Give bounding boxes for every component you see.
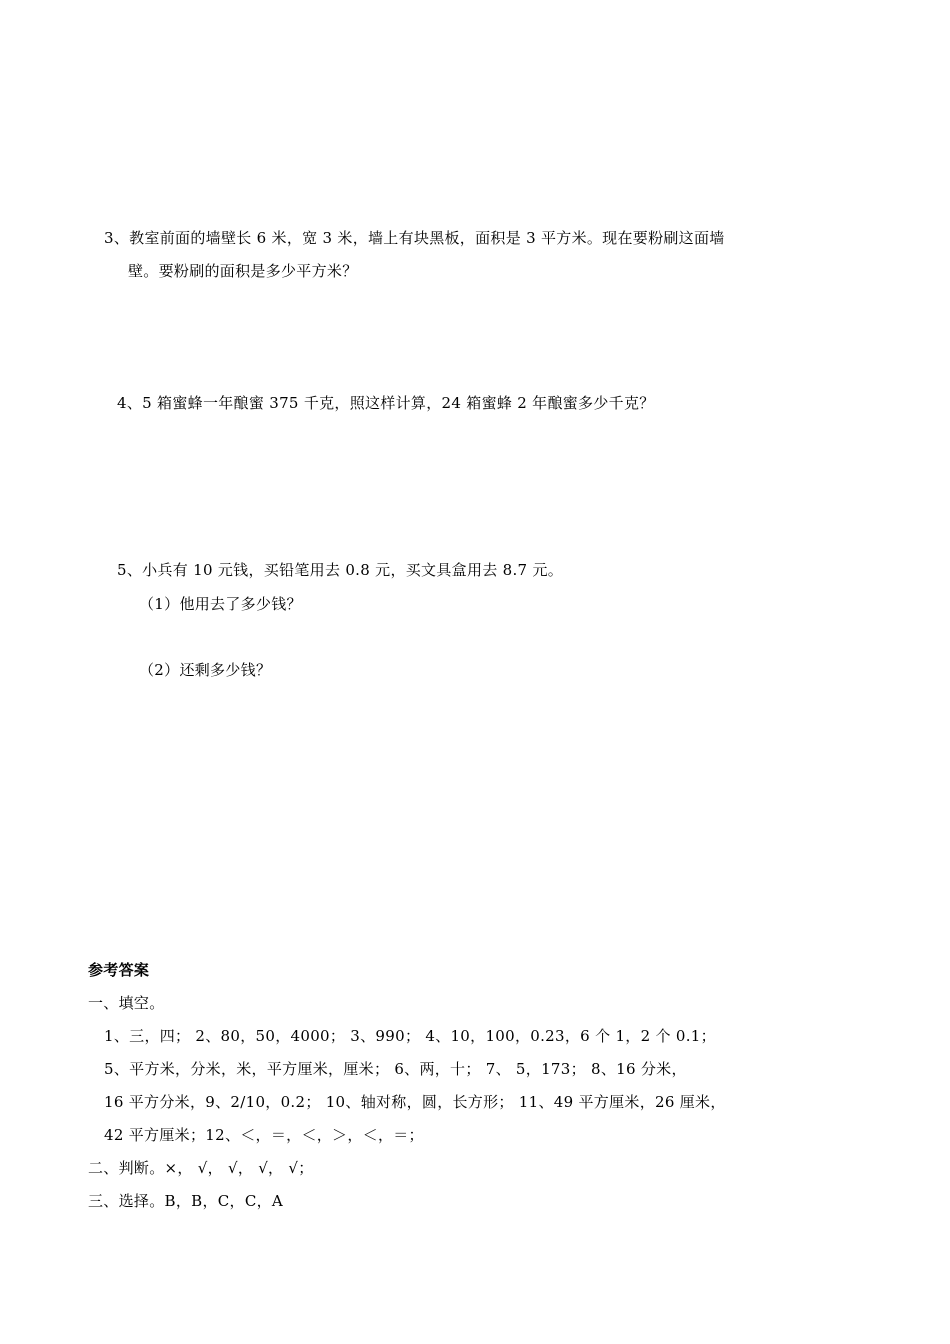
answer-section-1-title: 一、填空。	[88, 994, 165, 1012]
answer-section-1-line-3: 16 平方分米，9、2/10，0.2； 10、轴对称，圆，长方形； 11、49 平方厘米，26 厘米，	[104, 1093, 726, 1111]
answer-section-1-line-4: 42 平方厘米；12、＜，＝，＜，＞，＜，＝；	[104, 1126, 424, 1144]
problem-5-subquestion-2: （2）还剩多少钱？	[139, 661, 272, 679]
answer-section-1-line-2: 5、平方米，分米，米，平方厘米，厘米； 6、两，十； 7、 5，173； 8、16 分米，	[104, 1060, 687, 1078]
answer-section-1-line-1: 1、三，四； 2、80，50，4000； 3、990； 4、10，100，0.23，6 个 1，2 个 0.1；	[104, 1027, 716, 1045]
answer-section-2: 二、判断。×， √， √， √， √；	[88, 1159, 314, 1177]
problem-4-line-1: 4、5 箱蜜蜂一年酿蜜 375 千克，照这样计算，24 箱蜜蜂 2 年酿蜜多少千克？	[117, 394, 655, 412]
problem-5-line-1: 5、小兵有 10 元钱，买铅笔用去 0.8 元，买文具盒用去 8.7 元。	[117, 561, 564, 579]
problem-3-line-2: 壁。要粉刷的面积是多少平方米？	[128, 262, 358, 280]
problem-5-subquestion-1: （1）他用去了多少钱？	[139, 595, 302, 613]
answer-section-3: 三、选择。B，B，C，C，A	[88, 1192, 284, 1210]
answer-key-heading: 参考答案	[88, 961, 150, 979]
problem-3-line-1: 3、教室前面的墙壁长 6 米，宽 3 米，墙上有块黑板，面积是 3 平方米。现在要粉刷这面墙	[104, 229, 725, 247]
